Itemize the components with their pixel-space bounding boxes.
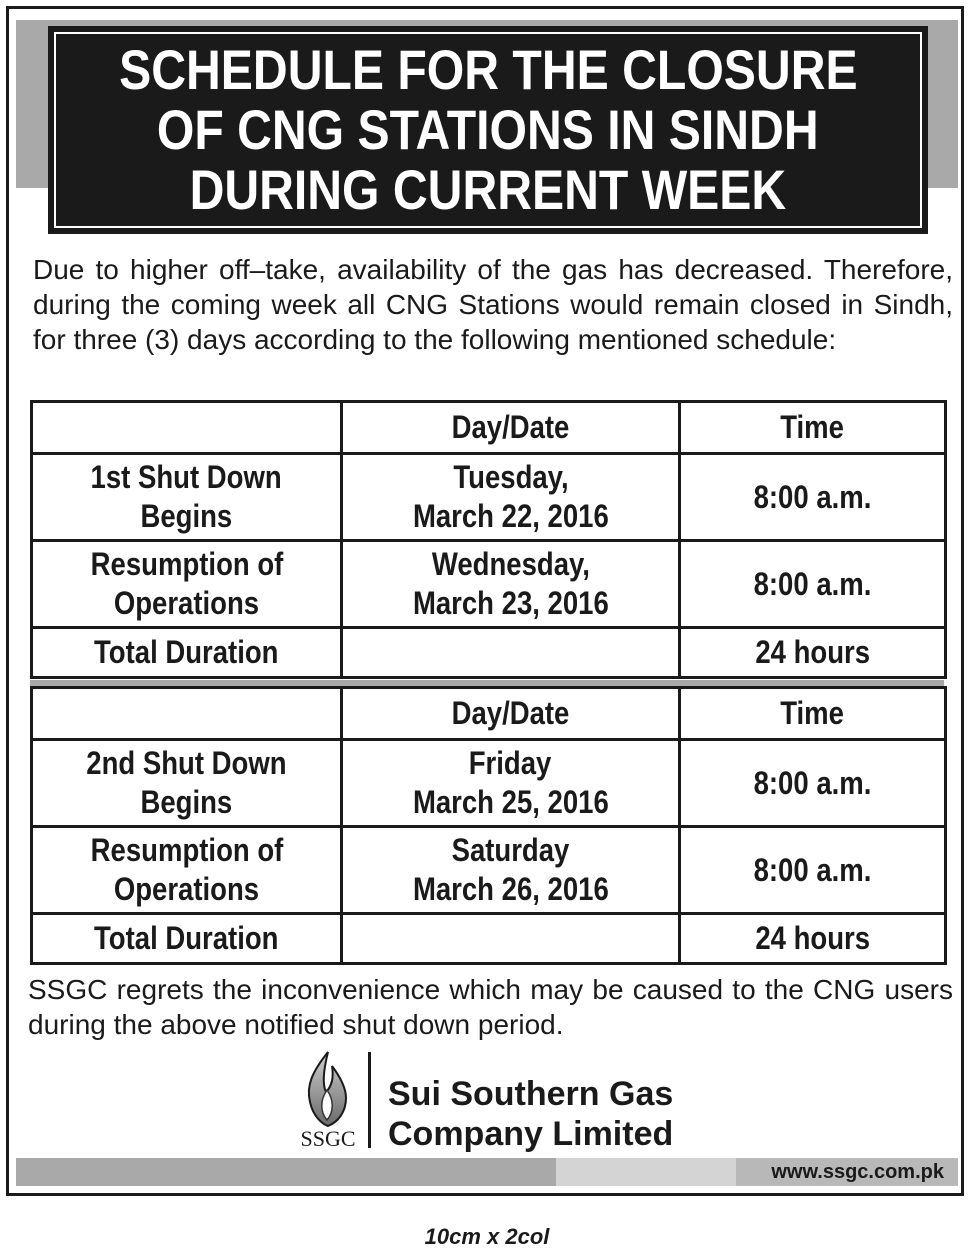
row-time-cell: 8:00 a.m. (680, 454, 946, 541)
intro-paragraph: Due to higher off–take, availability of the gas has decreased. Therefore, during the coming week all CNG Stations would remain closed in Sindh, for three (3) days according to the following mentioned schedule: (33, 254, 953, 355)
schedule-table-first (30, 400, 947, 679)
header-title-line-1: SCHEDULE FOR THE CLOSURE (118, 38, 858, 101)
company-name (388, 1074, 673, 1154)
row-date-cell: Friday March 25, 2016 (342, 740, 680, 827)
ad-size-note: 10cm x 2col (424, 1224, 550, 1249)
total-duration-empty-cell (342, 628, 680, 678)
header-banner (48, 26, 928, 234)
row-label-cell: 1st Shut Down Begins (32, 454, 342, 541)
regret-paragraph: SSGC regrets the inconvenience which may be caused to the CNG users during the above notified shut down period. (28, 974, 953, 1040)
table-header-empty-cell (32, 688, 342, 740)
row-date-cell: Wednesday, March 23, 2016 (342, 541, 680, 628)
logo-ssgc-text: SSGC (300, 1126, 356, 1151)
total-duration-value: 24 hours (680, 628, 946, 678)
column-header-time: Time (680, 688, 946, 740)
company-name-line-1: Sui Southern Gas (388, 1075, 674, 1113)
total-duration-row (32, 914, 946, 964)
row-date-cell: Tuesday, March 22, 2016 (342, 454, 680, 541)
total-duration-value: 24 hours (680, 914, 946, 964)
table-header-row (32, 688, 946, 740)
total-duration-label: Total Duration (32, 628, 342, 678)
website-link[interactable]: www.ssgc.com.pk (771, 1161, 944, 1183)
column-header-day-date: Day/Date (342, 688, 680, 740)
row-time-cell: 8:00 a.m. (680, 740, 946, 827)
header-title-line-3: DURING CURRENT WEEK (189, 158, 787, 221)
column-header-day-date: Day/Date (342, 402, 680, 454)
row-label-cell: 2nd Shut Down Begins (32, 740, 342, 827)
footer-band-left (16, 1158, 556, 1186)
table-header-empty-cell (32, 402, 342, 454)
table-row (32, 740, 946, 827)
column-header-time: Time (680, 402, 946, 454)
row-time-cell: 8:00 a.m. (680, 827, 946, 914)
company-name-line-2: Company Limited (388, 1115, 674, 1153)
row-time-cell: 8:00 a.m. (680, 541, 946, 628)
total-duration-label: Total Duration (32, 914, 342, 964)
logo-divider (368, 1052, 371, 1148)
table-row (32, 541, 946, 628)
header-inner-border (54, 32, 922, 228)
footer-band-middle (556, 1158, 736, 1186)
row-label-cell: Resumption of Operations (32, 541, 342, 628)
table-row (32, 454, 946, 541)
total-duration-empty-cell (342, 914, 680, 964)
table-row (32, 827, 946, 914)
row-date-cell: Saturday March 26, 2016 (342, 827, 680, 914)
schedule-table-second (30, 686, 947, 965)
row-label-cell: Resumption of Operations (32, 827, 342, 914)
header-title-line-2: OF CNG STATIONS IN SINDH (157, 98, 819, 161)
total-duration-row (32, 628, 946, 678)
table-header-row (32, 402, 946, 454)
